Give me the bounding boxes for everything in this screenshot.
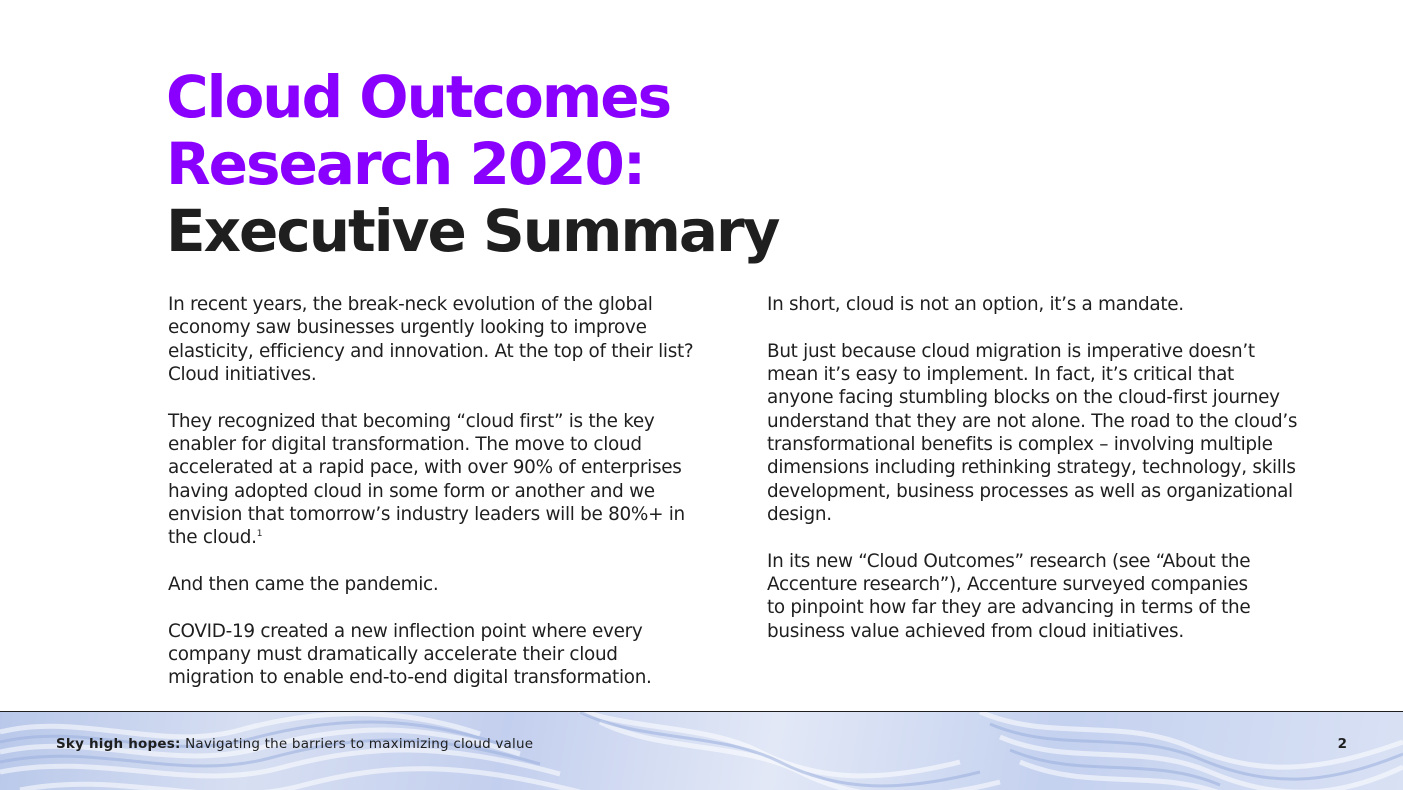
paragraph: In recent years, the break-neck evolution of the global economy saw businesses urgently looking to improve elasticity, efficiency and innovation. At the top of their list? Cloud initiatives. <box>168 294 694 385</box>
page-title <box>166 64 778 265</box>
paragraph: And then came the pandemic. <box>168 573 439 595</box>
title-line-1: Cloud Outcomes <box>166 63 671 131</box>
paragraph: But just because cloud migration is imperative doesn’t mean it’s easy to implement. In fact, it’s critical that anyone facing stumbling blocks on the cloud-first journey understand that they are not alone. The road to the cloud’s transformational benefits is complex – involving multiple dimensions including rethinking strategy, technology, skills development, business processes as well as organizational design. <box>767 340 1298 525</box>
page-footer <box>0 711 1403 790</box>
title-line-3: Executive Summary <box>166 197 779 265</box>
title-line-2: Research 2020: <box>166 130 645 198</box>
page-number: 2 <box>1337 736 1347 752</box>
paragraph-with-footnote <box>168 410 723 550</box>
paragraph: In its new “Cloud Outcomes” research (see “About the Accenture research”), Accenture surveyed companies to pinpoint how far they are advancing in terms of the business value achieved from cloud initiatives. <box>767 550 1251 642</box>
body-right-column <box>767 293 1327 666</box>
body-left-column <box>168 293 723 713</box>
paragraph: COVID-19 created a new inflection point where every company must dramatically accelerate their cloud migration to enable end-to-end digital transformation. <box>168 620 652 689</box>
paragraph-text: They recognized that becoming “cloud first” is the key enabler for digital transformation. The move to cloud accelerated at a rapid pace, with over 90% of enterprises having adopted cloud in some form or another and we envision that tomorrow’s industry leaders will be 80%+ in the cloud. <box>168 410 685 549</box>
footnote-marker[interactable]: 1 <box>256 529 263 540</box>
footer-report-title <box>56 736 533 752</box>
paragraph: In short, cloud is not an option, it’s a mandate. <box>767 294 1184 315</box>
footer-report-subtitle: Navigating the barriers to maximizing cloud value <box>185 736 534 752</box>
footer-report-name: Sky high hopes: <box>56 736 181 752</box>
